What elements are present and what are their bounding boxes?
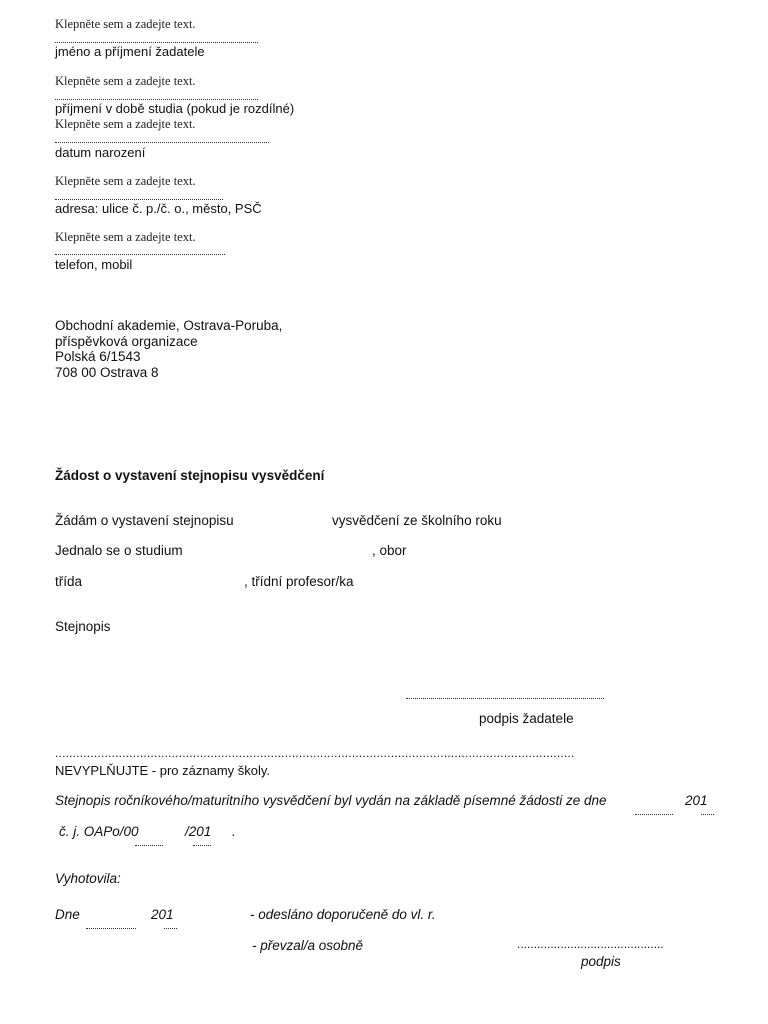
request-row1-text: Žádám o vystavení stejnopisu [55, 513, 234, 528]
study-type-text: Jednalo se o studium [55, 543, 183, 558]
phone-label: telefon, mobil [55, 257, 133, 272]
date-year: 201 [151, 907, 174, 922]
address-label: adresa: ulice č. p./č. o., město, PSČ [55, 201, 262, 216]
reference-year: /201 [185, 824, 212, 839]
receiver-signature-dots: ............................................ [517, 937, 664, 951]
surname-study-label: příjmení v době studia (pokud je rozdílné) [55, 101, 295, 116]
name-dotted-line [55, 42, 258, 43]
reference-year-line [193, 845, 211, 846]
sent-registered-text: - odesláno doporučeně do vl. r. [250, 907, 436, 922]
applicant-signature-line [406, 698, 604, 699]
reference-number-line [135, 845, 163, 846]
office-separator: ................................................................................................................................................... [55, 746, 575, 760]
school-city: 708 00 Ostrava 8 [55, 365, 159, 380]
issued-year: 201 [685, 793, 708, 808]
received-personally-text: - převzal/a osobně [252, 938, 364, 953]
school-street: Polská 6/1543 [55, 349, 141, 364]
receiver-signature-label: podpis [581, 954, 621, 969]
document-title: Žádost o vystavení stejnopisu vysvědčení [55, 468, 325, 483]
phone-dotted-line [55, 254, 225, 255]
field-text: , obor [372, 543, 407, 558]
date-year-line [164, 928, 177, 929]
phone-input[interactable]: Klepněte sem a zadejte text. [55, 230, 196, 244]
copy-text: Stejnopis [55, 619, 111, 634]
surname-study-dotted-line [55, 99, 258, 100]
office-notice: NEVYPLŇUJTE - pro záznamy školy. [55, 763, 271, 778]
date-line [86, 928, 136, 929]
request-row1-year-text: vysvědčení ze školního roku [332, 513, 502, 528]
reference-prefix: č. j. OAPo/00 [59, 824, 139, 839]
issued-year-line [701, 814, 714, 815]
prepared-by-label: Vyhotovila: [55, 871, 121, 886]
address-dotted-line [55, 199, 223, 200]
reference-end: . [232, 824, 236, 839]
date-label: Dne [55, 907, 80, 922]
school-org-type: příspěvková organizace [55, 334, 198, 349]
school-name: Obchodní akademie, Ostrava-Poruba, [55, 318, 283, 333]
applicant-signature-label: podpis žadatele [479, 711, 574, 726]
teacher-text: , třídní profesor/ka [244, 574, 354, 589]
issued-text: Stejnopis ročníkového/maturitního vysvědčení byl vydán na základě písemné žádosti ze dne [55, 793, 607, 808]
address-input[interactable]: Klepněte sem a zadejte text. [55, 174, 196, 188]
class-text: třída [55, 574, 83, 589]
surname-study-input[interactable]: Klepněte sem a zadejte text. [55, 74, 196, 88]
issued-date-line [635, 814, 673, 815]
birth-date-dotted-line [55, 142, 269, 143]
birth-date-label: datum narození [55, 145, 146, 160]
name-label: jméno a příjmení žadatele [55, 44, 205, 59]
birth-date-input[interactable]: Klepněte sem a zadejte text. [55, 117, 196, 131]
name-input[interactable]: Klepněte sem a zadejte text. [55, 17, 196, 31]
